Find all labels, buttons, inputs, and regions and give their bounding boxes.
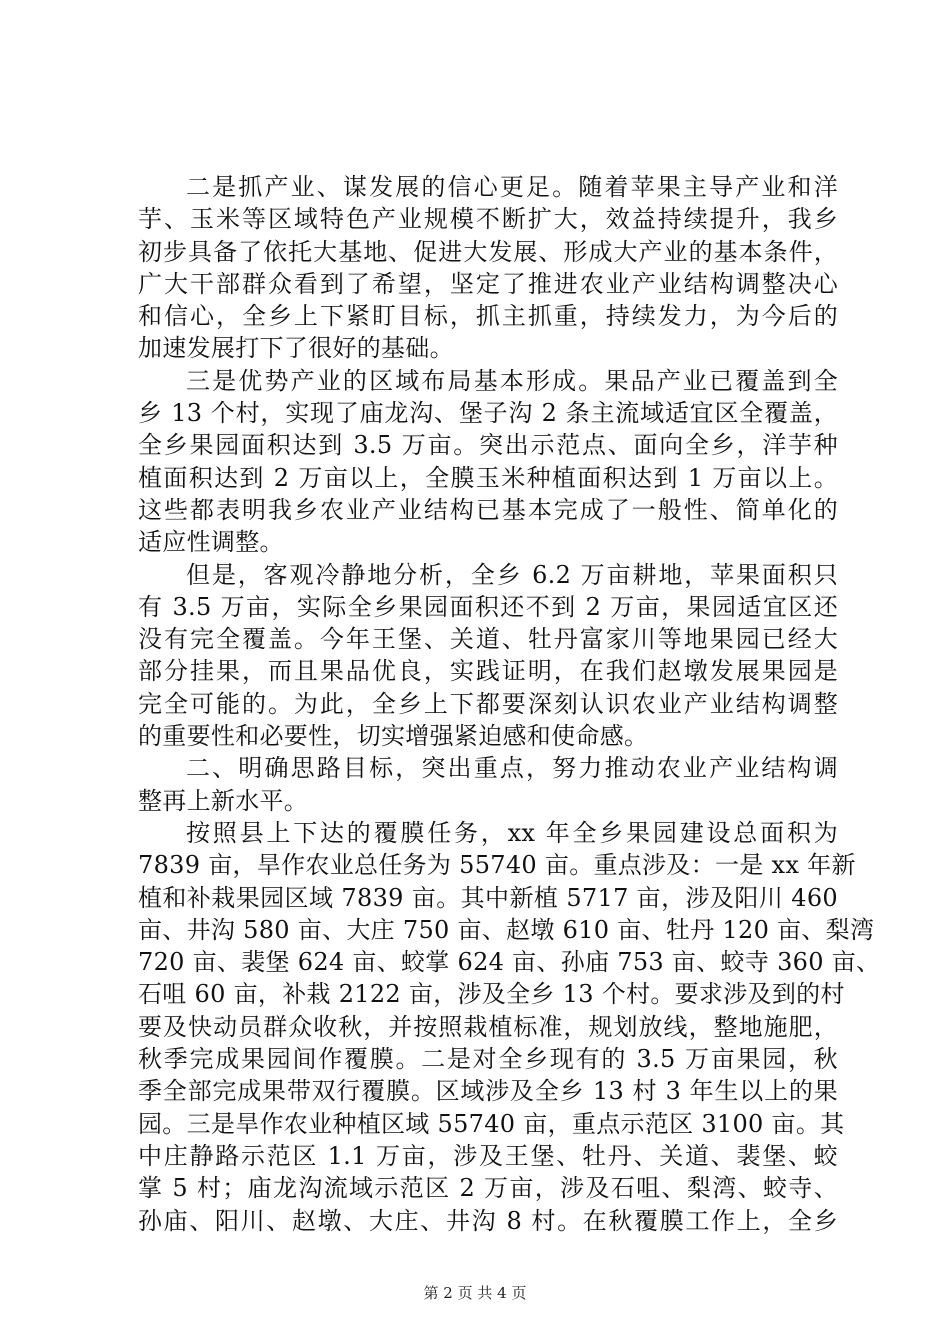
body-text-line: 没有完全覆盖。今年王堡、关道、牡丹富家川等地果园已经大 [138,625,838,654]
body-text-line: 二、明确思路目标，突出重点，努力推动农业产业结构调 [186,754,838,783]
body-text-line: 完全可能的。为此，全乡上下都要深刻认识农业产业结构调整 [138,689,838,718]
body-text-line: 乡 13 个村，实现了庙龙沟、堡子沟 2 条主流域适宜区全覆盖， [138,399,838,428]
body-text-line: 园。三是旱作农业种植区域 55740 亩，重点示范区 3100 亩。其 [138,1109,845,1138]
body-text-line: 加速发展打下了很好的基础。 [138,334,454,363]
body-text-line: 整再上新水平。 [138,786,309,815]
body-text-line: 广大干部群众看到了希望，坚定了推进农业产业结构调整决心 [138,269,838,298]
body-text-line: 植和补栽果园区域 7839 亩。其中新植 5717 亩，涉及阳川 460 [138,883,838,912]
body-text-line: 这些都表明我乡农业产业结构已基本完成了一般性、简单化的 [138,495,838,524]
body-text-line: 石咀 60 亩，补栽 2122 亩，涉及全乡 13 个村。要求涉及到的村 [138,980,845,1009]
body-text-line: 掌 5 村；庙龙沟流域示范区 2 万亩，涉及石咀、梨湾、蛟寺、 [138,1174,838,1203]
body-text-line: 孙庙、阳川、赵墩、大庄、井沟 8 村。在秋覆膜工作上，全乡 [138,1206,838,1235]
body-text-line: 的重要性和必要性，切实增强紧迫感和使命感。 [138,722,649,751]
body-text-line: 和信心，全乡上下紧盯目标，抓主抓重，持续发力，为今后的 [138,302,838,331]
body-text-line: 中庄静路示范区 1.1 万亩，涉及王堡、牡丹、关道、裴堡、蛟 [138,1141,838,1170]
body-text-line: 要及快动员群众收秋，并按照栽植标准，规划放线，整地施肥， [138,1012,838,1041]
body-text-line: 7839 亩，旱作农业总任务为 55740 亩。重点涉及：一是 xx 年新 [138,851,856,880]
document-body [138,171,881,1237]
body-text-line: 芋、玉米等区域特色产业规模不断扩大，效益持续提升，我乡 [138,205,838,234]
body-text-line: 全乡果园面积达到 3.5 万亩。突出示范点、面向全乡，洋芋种 [138,431,838,460]
body-text-line: 季全部完成果带双行覆膜。区域涉及全乡 13 村 3 年生以上的果 [138,1077,839,1106]
body-text-line: 初步具备了依托大基地、促进大发展、形成大产业的基本条件， [138,237,838,266]
body-text-line: 有 3.5 万亩，实际全乡果园面积还不到 2 万亩，果园适宜区还 [138,592,838,621]
body-text-line: 秋季完成果园间作覆膜。二是对全乡现有的 3.5 万亩果园，秋 [138,1045,838,1074]
body-text-line: 亩、井沟 580 亩、大庄 750 亩、赵墩 610 亩、牡丹 120 亩、梨湾 [138,915,875,944]
body-text-line: 植面积达到 2 万亩以上，全膜玉米种植面积达到 1 万亩以上。 [138,463,838,492]
body-text-line: 二是抓产业、谋发展的信心更足。随着苹果主导产业和洋 [186,173,838,201]
body-text-line: 三是优势产业的区域布局基本形成。果品产业已覆盖到全 [186,366,838,395]
body-text-line: 按照县上下达的覆膜任务，xx 年全乡果园建设总面积为 [186,818,838,847]
body-text-line: 但是，客观冷静地分析，全乡 6.2 万亩耕地，苹果面积只 [186,560,838,589]
page-number-footer: 第 2 页 共 4 页 [423,1284,527,1302]
body-text-line: 适应性调整。 [138,528,284,557]
body-text-line: 720 亩、裴堡 624 亩、蛟掌 624 亩、孙庙 753 亩、蛟寺 360 亩、 [138,948,881,977]
body-text-line: 部分挂果，而且果品优良，实践证明，在我们赵墩发展果园是 [138,657,838,686]
